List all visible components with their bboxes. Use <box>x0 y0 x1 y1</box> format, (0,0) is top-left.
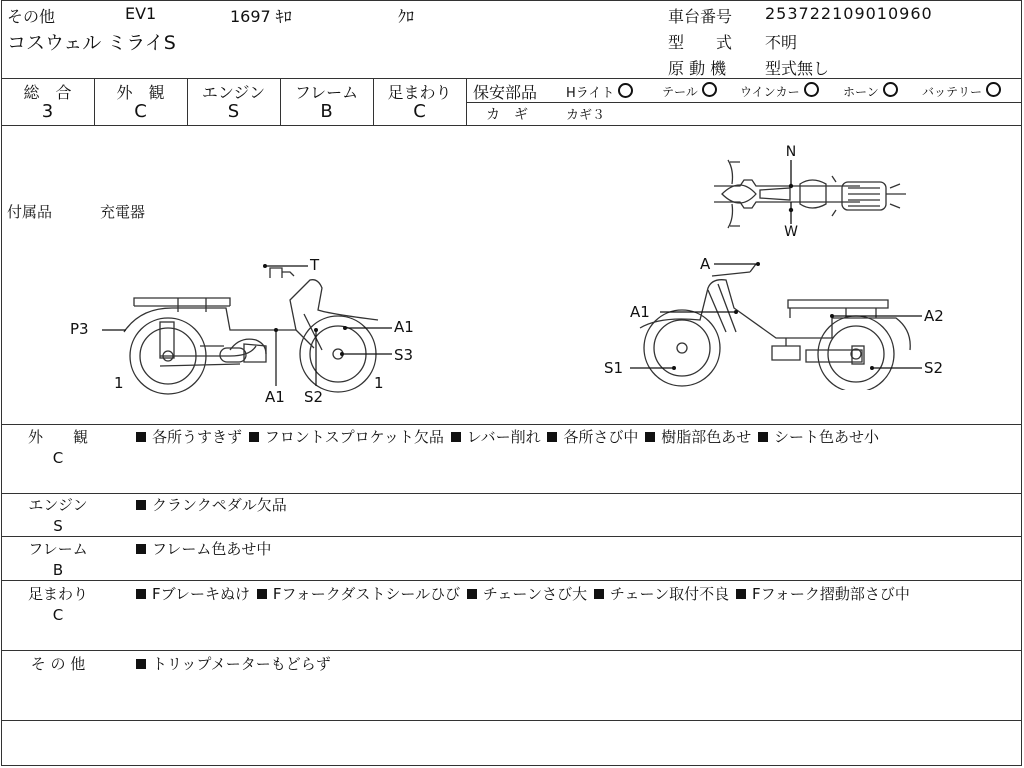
safety-item-horn <box>843 82 898 100</box>
eval-item: クランクペダル欠品 <box>152 496 287 514</box>
divider <box>1 650 1022 651</box>
model-name: コスウェル ミライS <box>7 32 176 54</box>
rating-header-overall: 総 合 <box>23 83 72 102</box>
eval-label-frame <box>18 539 98 581</box>
eval-item: Fブレーキぬけ <box>152 585 251 603</box>
category: その他 <box>7 7 56 26</box>
eval-title: そ の 他 <box>30 655 86 673</box>
ok-circle-icon <box>986 82 1001 97</box>
safety-item-battery <box>922 82 1001 100</box>
divider <box>1 424 1022 425</box>
eval-item: 各所うすきず <box>152 428 243 446</box>
bullet-square-icon <box>736 589 746 599</box>
eval-item: Fフォークダストシールひび <box>272 585 461 603</box>
eval-text-exterior <box>134 426 1010 448</box>
eval-item: レバー削れ <box>466 428 541 446</box>
eval-item: フロントスプロケット欠品 <box>264 428 444 446</box>
rating-value-frame: B <box>320 101 333 122</box>
diagram-label-a2: A2 <box>924 307 944 325</box>
eval-grade: B <box>52 561 64 579</box>
type-label: 型 式 <box>668 33 733 52</box>
eval-grade: C <box>52 606 64 624</box>
safety-item-label: ウインカー <box>740 85 800 99</box>
eval-label-engine <box>18 495 98 537</box>
accessories-value: 充電器 <box>100 203 146 221</box>
rating-header-exterior: 外 観 <box>116 83 165 102</box>
rating-value-engine: S <box>227 101 240 122</box>
frame-no: 253722109010960 <box>765 4 933 23</box>
bullet-square-icon <box>136 544 146 554</box>
diagram-label-w: W <box>784 224 798 240</box>
bullet-square-icon <box>547 432 557 442</box>
bullet-square-icon <box>645 432 655 442</box>
color: ｸﾛ <box>398 7 415 26</box>
eval-label-other <box>18 654 98 675</box>
engine-label: 原 動 機 <box>668 59 727 78</box>
bullet-square-icon <box>249 432 259 442</box>
safety-item-headlight <box>566 82 633 101</box>
divider <box>1 720 1022 721</box>
model-code: EV1 <box>125 4 157 23</box>
eval-label-exterior <box>18 427 98 469</box>
diagram-label-a1-right: A1 <box>394 318 414 336</box>
eval-grade: S <box>53 517 63 535</box>
bullet-square-icon <box>136 432 146 442</box>
bullet-square-icon <box>257 589 267 599</box>
divider <box>1 580 1022 581</box>
eval-title: エンジン <box>28 496 88 514</box>
rating-value-exterior: C <box>134 101 147 122</box>
eval-text-suspension <box>134 583 1010 605</box>
diagram-label-s2: S2 <box>924 359 944 377</box>
accessories-label: 付属品 <box>7 203 53 221</box>
divider <box>1 125 1022 126</box>
rating-header-suspension: 足まわり <box>387 83 452 102</box>
safety-item-label: バッテリー <box>922 85 983 99</box>
bullet-square-icon <box>136 659 146 669</box>
safety-item-winker <box>740 82 819 100</box>
diagram-label-a1: A1 <box>630 303 650 321</box>
eval-title: 足まわり <box>27 585 88 603</box>
eval-item: 樹脂部色あせ <box>661 428 752 446</box>
ok-circle-icon <box>804 82 819 97</box>
safety-item-label: ホーン <box>843 85 879 99</box>
divider <box>1 78 1022 79</box>
eval-grade: C <box>52 449 64 467</box>
safety-label: 保安部品 <box>473 83 538 102</box>
diagram-label-1-left: 1 <box>114 374 124 392</box>
divider <box>1 536 1022 537</box>
safety-item-label: テール <box>662 85 698 99</box>
eval-item: シート色あせ小 <box>774 428 880 446</box>
right-side-diagram <box>600 250 970 390</box>
eval-item: チェーンさび大 <box>482 585 588 603</box>
engine-value: 型式無し <box>765 59 830 78</box>
rating-header-engine: エンジン <box>201 83 266 102</box>
eval-item: フレーム色あせ中 <box>152 540 272 558</box>
mileage: 1697 ｷﾛ <box>230 7 292 26</box>
bullet-square-icon <box>467 589 477 599</box>
left-side-diagram <box>60 250 430 410</box>
bullet-square-icon <box>758 432 768 442</box>
eval-item: チェーン取付不良 <box>609 585 730 603</box>
divider <box>466 78 467 125</box>
key-value: カギ３ <box>566 108 606 123</box>
key-label: カ ギ <box>486 107 528 123</box>
ok-circle-icon <box>883 82 898 97</box>
eval-title: フレーム <box>28 540 88 558</box>
diagram-label-s3: S3 <box>394 346 414 364</box>
rating-header-frame: フレーム <box>294 83 359 102</box>
eval-title: 外 観 <box>27 428 88 446</box>
eval-item: 各所さび中 <box>563 428 639 446</box>
bullet-square-icon <box>136 500 146 510</box>
eval-text-engine <box>134 494 1010 516</box>
eval-item: Fフォーク摺動部さび中 <box>751 585 910 603</box>
diagram-label-s1: S1 <box>604 359 624 377</box>
diagram-label-p3: P3 <box>70 320 89 338</box>
rating-value-overall: 3 <box>41 101 54 122</box>
divider <box>466 102 1022 103</box>
top-view-diagram <box>700 140 920 240</box>
eval-label-suspension <box>18 584 98 626</box>
bullet-square-icon <box>451 432 461 442</box>
safety-item-tail <box>662 82 717 100</box>
diagram-label-a: A <box>700 255 711 273</box>
bullet-square-icon <box>136 589 146 599</box>
safety-item-label: Hライト <box>566 86 615 101</box>
eval-item: トリップメーターもどらず <box>152 655 331 673</box>
diagram-label-s2: S2 <box>304 388 324 406</box>
ok-circle-icon <box>618 83 633 98</box>
rating-value-suspension: C <box>413 101 426 122</box>
diagram-label-1-right: 1 <box>374 374 384 392</box>
diagram-label-a1: A1 <box>265 388 285 406</box>
ok-circle-icon <box>702 82 717 97</box>
diagram-label-t: T <box>310 256 320 274</box>
bullet-square-icon <box>594 589 604 599</box>
diagram-label-n: N <box>785 144 797 160</box>
eval-text-frame <box>134 538 1010 560</box>
frame-no-label: 車台番号 <box>668 7 733 26</box>
type-value: 不明 <box>765 33 798 52</box>
eval-text-other <box>134 653 1010 675</box>
